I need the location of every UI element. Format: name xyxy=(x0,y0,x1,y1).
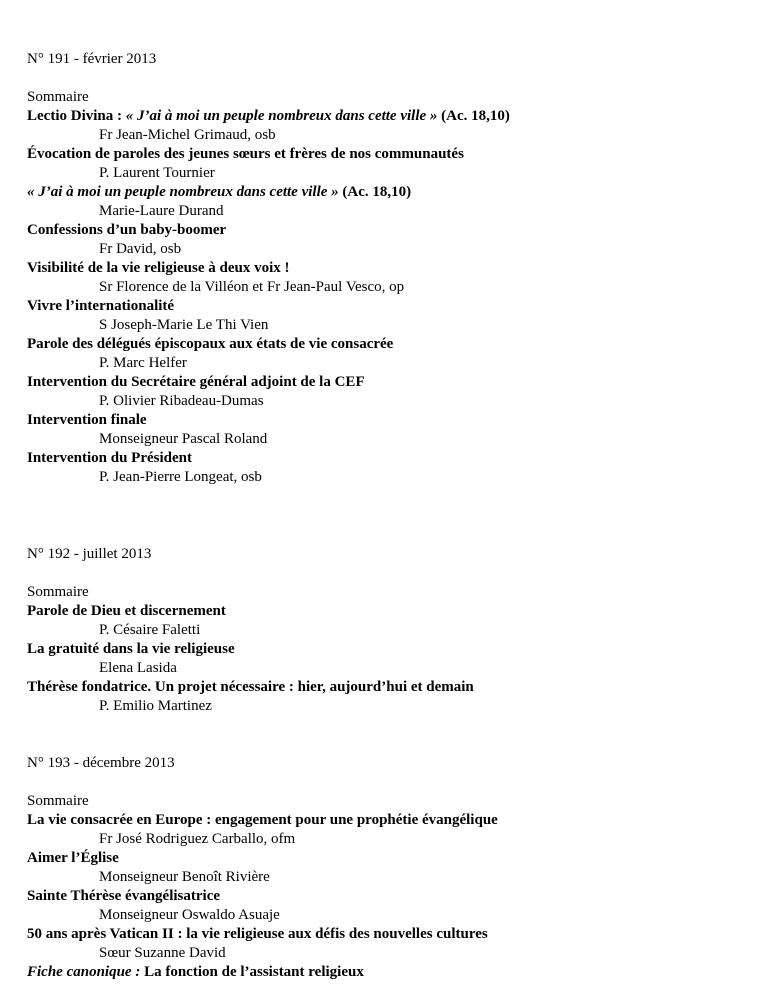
fiche-label: Fiche canonique : xyxy=(27,964,141,980)
toc-entry xyxy=(27,678,747,716)
sommaire-label: Sommaire xyxy=(27,89,89,105)
entry-author: Fr Jean-Michel Grimaud, osb xyxy=(99,127,276,143)
toc-entry xyxy=(27,449,747,487)
entry-author: P. Laurent Tournier xyxy=(99,165,215,181)
entry-title: « J’ai à moi un peuple nombreux dans cette ville » (Ac. 18,10) xyxy=(27,184,412,200)
entry-title: Parole des délégués épiscopaux aux états de vie consacrée xyxy=(27,336,394,352)
toc-entry xyxy=(27,602,747,640)
entry-author: Marie-Laure Durand xyxy=(99,203,224,219)
entry-title: Intervention du Secrétaire général adjoint de la CEF xyxy=(27,374,365,390)
entry-author: P. Jean-Pierre Longeat, osb xyxy=(99,469,262,485)
issue-heading: N° 192 - juillet 2013 xyxy=(27,546,152,562)
entry-title: Évocation de paroles des jeunes sœurs et frères de nos communautés xyxy=(27,146,464,162)
entry-author: Fr José Rodriguez Carballo, ofm xyxy=(99,831,296,847)
toc-entry xyxy=(27,887,747,925)
sommaire-label: Sommaire xyxy=(27,793,89,809)
entry-title: Fiche canonique : La fonction de l’assistant religieux xyxy=(27,964,364,980)
toc-entry xyxy=(27,145,747,183)
toc-entry xyxy=(27,335,747,373)
issue-heading: N° 191 - février 2013 xyxy=(27,51,157,67)
toc-entry xyxy=(27,925,747,963)
toc-entry xyxy=(27,811,747,849)
document-page xyxy=(27,50,747,982)
entry-title: Intervention finale xyxy=(27,412,147,428)
entry-author: Fr David, osb xyxy=(99,241,182,257)
entry-title: Lectio Divina : « J’ai à moi un peuple nombreux dans cette ville » (Ac. 18,10) xyxy=(27,108,510,124)
entry-author: Sr Florence de la Villéon et Fr Jean-Paul Vesco, op xyxy=(99,279,405,295)
toc-entry xyxy=(27,297,747,335)
toc-entry xyxy=(27,373,747,411)
entry-title: Vivre l’internationalité xyxy=(27,298,175,314)
entry-author: Monseigneur Benoît Rivière xyxy=(99,869,270,885)
toc-entry xyxy=(27,849,747,887)
entry-title: Parole de Dieu et discernement xyxy=(27,603,226,619)
entry-title: Confessions d’un baby-boomer xyxy=(27,222,227,238)
entry-author: S Joseph-Marie Le Thi Vien xyxy=(99,317,269,333)
entry-title: 50 ans après Vatican II : la vie religieuse aux défis des nouvelles cultures xyxy=(27,926,488,942)
entry-author: P. Emilio Martinez xyxy=(99,698,212,714)
entry-author: Elena Lasida xyxy=(99,660,177,676)
entry-author: P. Olivier Ribadeau-Dumas xyxy=(99,393,264,409)
entry-title: Aimer l’Église xyxy=(27,850,119,866)
entry-author: Sœur Suzanne David xyxy=(99,945,226,961)
toc-entry xyxy=(27,107,747,145)
entry-author: P. Césaire Faletti xyxy=(99,622,201,638)
toc-entry xyxy=(27,640,747,678)
entry-title: La gratuité dans la vie religieuse xyxy=(27,641,235,657)
entry-title: Thérèse fondatrice. Un projet nécessaire : hier, aujourd’hui et demain xyxy=(27,679,474,695)
entry-title: Visibilité de la vie religieuse à deux voix ! xyxy=(27,260,290,276)
issue-heading: N° 193 - décembre 2013 xyxy=(27,755,175,771)
entry-title: Sainte Thérèse évangélisatrice xyxy=(27,888,221,904)
entry-title: Intervention du Président xyxy=(27,450,192,466)
issue-191 xyxy=(27,50,747,487)
toc-entry xyxy=(27,259,747,297)
entry-author: Monseigneur Oswaldo Asuaje xyxy=(99,907,280,923)
sommaire-label: Sommaire xyxy=(27,584,89,600)
toc-entry xyxy=(27,411,747,449)
toc-entry xyxy=(27,221,747,259)
entry-author: Monseigneur Pascal Roland xyxy=(99,431,268,447)
toc-entry xyxy=(27,963,747,982)
issue-192 xyxy=(27,545,747,716)
entry-title: La vie consacrée en Europe : engagement pour une prophétie évangélique xyxy=(27,812,498,828)
entry-author: P. Marc Helfer xyxy=(99,355,187,371)
issue-193 xyxy=(27,754,747,982)
toc-entry xyxy=(27,183,747,221)
